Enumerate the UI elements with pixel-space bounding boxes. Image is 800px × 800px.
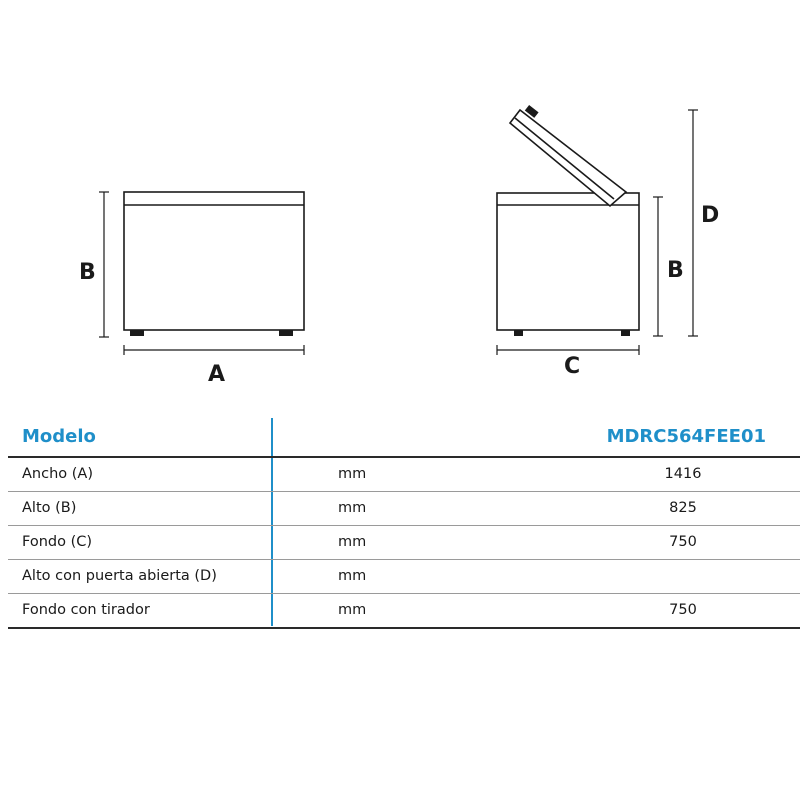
row-label: Alto con puerta abierta (D) (22, 568, 217, 584)
row-value: 1416 (664, 466, 702, 482)
side-body (497, 193, 639, 330)
front-dim-b (99, 192, 109, 337)
side-dim-d (688, 110, 698, 336)
front-body (124, 192, 304, 330)
open-lid-inner (515, 118, 614, 199)
table-row (8, 594, 800, 629)
header-model-label: Modelo (22, 426, 96, 447)
row-unit: mm (338, 466, 367, 482)
row-unit: mm (338, 602, 367, 618)
row-unit: mm (338, 568, 367, 584)
table-header-row (8, 418, 800, 458)
label-c: C (564, 354, 581, 379)
table-row (8, 526, 800, 560)
front-dim-a (124, 345, 304, 355)
spec-table (8, 418, 800, 629)
row-unit: mm (338, 500, 367, 516)
row-value: 825 (669, 500, 697, 516)
row-value: 750 (669, 602, 697, 618)
label-b-front: B (79, 260, 96, 285)
open-lid (510, 110, 626, 206)
table-row (8, 458, 800, 492)
label-d: D (701, 203, 720, 228)
row-unit: mm (338, 534, 367, 550)
table-row (8, 492, 800, 526)
row-label: Fondo (C) (22, 534, 93, 550)
row-label: Alto (B) (22, 500, 77, 516)
row-value: 750 (669, 534, 697, 550)
label-a: A (208, 362, 226, 387)
row-label: Ancho (A) (22, 466, 93, 482)
label-b-side: B (667, 258, 684, 283)
side-dim-b (653, 197, 663, 336)
front-foot-right (279, 330, 293, 336)
header-model-code: MDRC564FEE01 (606, 426, 766, 447)
side-view (497, 105, 639, 336)
front-view (124, 192, 304, 336)
side-foot-left (514, 330, 523, 336)
front-foot-left (130, 330, 144, 336)
side-foot-right (621, 330, 630, 336)
row-label: Fondo con tirador (22, 602, 150, 618)
table-row (8, 560, 800, 594)
